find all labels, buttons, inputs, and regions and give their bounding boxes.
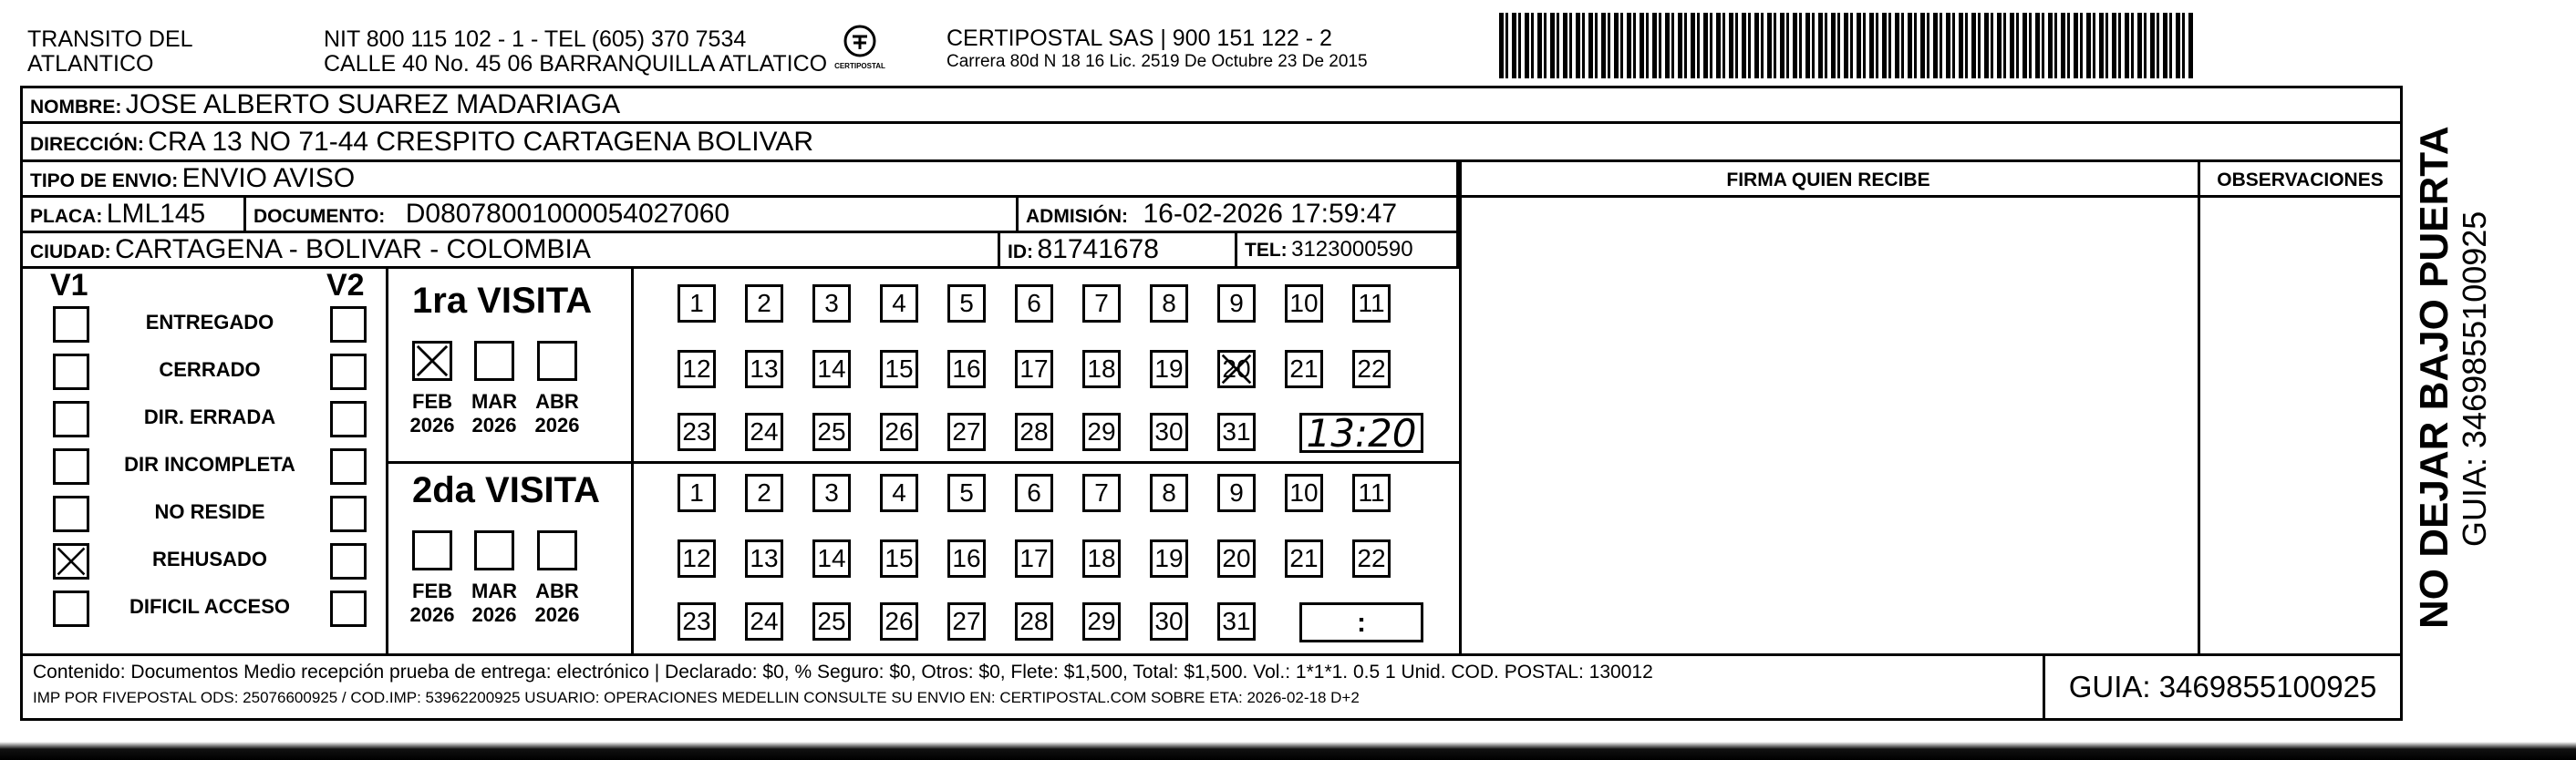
day-box[interactable]: 11 — [1352, 284, 1391, 323]
month-year: 2026 — [534, 603, 580, 626]
day-box[interactable]: 27 — [947, 413, 986, 451]
month-label — [462, 580, 526, 627]
month-name: MAR — [471, 390, 518, 413]
org-name — [27, 27, 193, 77]
status-label: REHUSADO — [152, 548, 267, 570]
v1-checkbox[interactable] — [53, 591, 89, 627]
day-box[interactable]: 5 — [947, 284, 986, 323]
day-box[interactable]: 7 — [1082, 284, 1121, 323]
no-dejar-warning: NO DEJAR BAJO PUERTA — [2412, 126, 2457, 629]
month-label — [400, 390, 464, 437]
day-box[interactable]: 18 — [1082, 539, 1121, 578]
day-box[interactable]: 23 — [678, 413, 716, 451]
v1-checkbox[interactable] — [53, 354, 89, 390]
day-box[interactable]: 6 — [1015, 474, 1053, 512]
documento-cell — [246, 198, 1019, 231]
month-name: ABR — [535, 390, 579, 413]
day-box[interactable]: 26 — [880, 602, 918, 641]
day-box[interactable]: 19 — [1150, 539, 1188, 578]
certipostal-logo — [828, 24, 892, 77]
admision-value: 16-02-2026 17:59:47 — [1143, 199, 1398, 229]
day-box[interactable]: 26 — [880, 413, 918, 451]
org-line1: TRANSITO DEL — [27, 26, 193, 52]
status-label: NO RESIDE — [154, 500, 265, 523]
day-box[interactable]: 8 — [1150, 284, 1188, 323]
day-box[interactable]: 29 — [1082, 602, 1121, 641]
month-name: MAR — [471, 580, 518, 602]
day-box[interactable]: 20 — [1217, 350, 1256, 388]
direccion-row — [23, 124, 2400, 159]
day-box[interactable]: 14 — [812, 539, 851, 578]
v2-checkbox[interactable] — [330, 401, 367, 437]
nombre-value: JOSE ALBERTO SUAREZ MADARIAGA — [125, 89, 621, 119]
imp-text: IMP POR FIVEPOSTAL ODS: 25076600925 / COD.IMP: 53962200925 USUARIO: OPERACIONES MEDELLIN CONSULTE SU ENVIO EN: CERTIPOSTAL.COM SOBRE ETA: 2026-02-18 D+2 — [33, 689, 1360, 706]
day-box[interactable]: 12 — [678, 350, 716, 388]
status-label: DIFICIL ACCESO — [129, 595, 290, 618]
day-box[interactable]: 6 — [1015, 284, 1053, 323]
month-checkbox[interactable] — [474, 341, 514, 381]
day-box[interactable]: 3 — [812, 284, 851, 323]
month-year: 2026 — [409, 603, 455, 626]
v2-checkbox[interactable] — [330, 306, 367, 343]
day-box[interactable]: 27 — [947, 602, 986, 641]
v1-checkbox[interactable] — [53, 448, 89, 485]
direccion-label: DIRECCIÓN: — [30, 134, 144, 155]
day-box[interactable]: 30 — [1150, 602, 1188, 641]
day-box[interactable]: 29 — [1082, 413, 1121, 451]
nombre-label: NOMBRE: — [30, 97, 122, 118]
documento-value: D08078001000054027060 — [405, 199, 730, 229]
day-box[interactable]: 14 — [812, 350, 851, 388]
day-box[interactable]: 13 — [745, 539, 783, 578]
day-box[interactable]: 9 — [1217, 284, 1256, 323]
ciudad-label: CIUDAD: — [30, 241, 111, 262]
day-box[interactable]: 16 — [947, 539, 986, 578]
day-box[interactable]: 1 — [678, 284, 716, 323]
id-label: ID: — [1008, 241, 1033, 262]
day-box[interactable]: 4 — [880, 474, 918, 512]
carrier-name: CERTIPOSTAL SAS | 900 151 122 - 2 — [947, 26, 1332, 51]
logo-text: CERTIPOSTAL — [834, 62, 885, 70]
day-box[interactable]: 2 — [745, 284, 783, 323]
side-guia: GUIA: 3469855100925 — [2456, 211, 2493, 547]
month-checkbox[interactable] — [412, 341, 452, 381]
day-box[interactable]: 31 — [1217, 413, 1256, 451]
day-box[interactable]: 2 — [745, 474, 783, 512]
day-box[interactable]: 31 — [1217, 602, 1256, 641]
v1-checkbox[interactable] — [53, 543, 89, 580]
month-label — [400, 580, 464, 627]
tipo-label: TIPO DE ENVIO: — [30, 170, 179, 191]
day-box[interactable]: 1 — [678, 474, 716, 512]
tipo-row — [23, 162, 1459, 195]
direccion-value: CRA 13 NO 71-44 CRESPITO CARTAGENA BOLIVAR — [148, 127, 813, 157]
firma-header: FIRMA QUIEN RECIBE — [1726, 169, 1930, 190]
day-box[interactable]: 28 — [1015, 602, 1053, 641]
day-box[interactable]: 20 — [1217, 539, 1256, 578]
status-label: CERRADO — [159, 358, 261, 381]
day-box[interactable]: 19 — [1150, 350, 1188, 388]
day-box[interactable]: 25 — [812, 602, 851, 641]
admision-label: ADMISIÓN: — [1026, 206, 1128, 227]
day-box[interactable]: 8 — [1150, 474, 1188, 512]
day-box[interactable]: 11 — [1352, 474, 1391, 512]
day-box[interactable]: 22 — [1352, 350, 1391, 388]
v1-label: V1 — [50, 268, 88, 303]
month-label — [525, 390, 589, 437]
observaciones-header: OBSERVACIONES — [2217, 169, 2384, 190]
id-value: 81741678 — [1037, 234, 1159, 264]
documento-label: DOCUMENTO: — [253, 206, 386, 227]
v1-checkbox[interactable] — [53, 306, 89, 343]
scan-edge — [0, 742, 2576, 760]
day-box[interactable]: 10 — [1285, 474, 1323, 512]
side-text — [2412, 118, 2493, 629]
day-box[interactable]: 17 — [1015, 539, 1053, 578]
month-year: 2026 — [409, 414, 455, 436]
carrier-license: Carrera 80d N 18 16 Lic. 2519 De Octubre 23 De 2015 — [947, 52, 1368, 71]
tel-label: TEL: — [1245, 240, 1288, 261]
day-box[interactable]: 5 — [947, 474, 986, 512]
org-contact — [324, 27, 827, 77]
month-name: FEB — [412, 580, 452, 602]
address-line: CALLE 40 No. 45 06 BARRANQUILLA ATLATICO — [324, 51, 828, 77]
footer-guia: GUIA: 3469855100925 — [2068, 670, 2377, 704]
day-box[interactable]: 7 — [1082, 474, 1121, 512]
day-box[interactable]: 28 — [1015, 413, 1053, 451]
day-box[interactable]: 3 — [812, 474, 851, 512]
v2-checkbox[interactable] — [330, 496, 367, 532]
month-checkbox[interactable] — [537, 341, 577, 381]
month-year: 2026 — [471, 414, 517, 436]
v2-checkbox[interactable] — [330, 448, 367, 485]
v2-checkbox[interactable] — [330, 543, 367, 580]
day-box[interactable]: 22 — [1352, 539, 1391, 578]
month-checkbox[interactable] — [412, 530, 452, 570]
day-box[interactable]: 9 — [1217, 474, 1256, 512]
day-box[interactable]: 18 — [1082, 350, 1121, 388]
day-box[interactable]: 21 — [1285, 350, 1323, 388]
tipo-value: ENVIO AVISO — [181, 163, 356, 193]
day-box[interactable]: 4 — [880, 284, 918, 323]
time-field[interactable]: : — [1299, 602, 1423, 642]
v2-label: V2 — [326, 268, 365, 303]
placa-value: LML145 — [106, 199, 206, 229]
time-field[interactable]: 13:20 — [1299, 413, 1423, 453]
day-box[interactable]: 15 — [880, 350, 918, 388]
nombre-row — [23, 88, 2400, 121]
day-box[interactable]: 23 — [678, 602, 716, 641]
status-label: DIR. ERRADA — [143, 406, 276, 428]
month-name: ABR — [535, 580, 579, 602]
visit-title: 1ra VISITA — [412, 281, 593, 321]
v2-checkbox[interactable] — [330, 354, 367, 390]
id-cell — [1000, 233, 1237, 266]
ciudad-value: CARTAGENA - BOLIVAR - COLOMBIA — [115, 234, 591, 264]
month-name: FEB — [412, 390, 452, 413]
month-label — [462, 390, 526, 437]
day-box[interactable]: 12 — [678, 539, 716, 578]
v1-checkbox[interactable] — [53, 401, 89, 437]
tel-cell — [1237, 233, 1459, 266]
carrier-info — [947, 26, 1368, 73]
contenido-text: Contenido: Documentos Medio recepción prueba de entrega: electrónico | Declarado: $0, % Seguro: $0, Otros: $0, Flete: $1,500, Total: $1,500. Vol.: 1*1*1. 0.5 1 Unid. COD. POSTAL: 130012 — [33, 662, 1653, 683]
v2-checkbox[interactable] — [330, 591, 367, 627]
day-box[interactable]: 16 — [947, 350, 986, 388]
day-box[interactable]: 25 — [812, 413, 851, 451]
placa-cell — [23, 198, 246, 231]
month-year: 2026 — [534, 414, 580, 436]
day-box[interactable]: 24 — [745, 413, 783, 451]
visit-title: 2da VISITA — [412, 470, 600, 510]
day-box[interactable]: 30 — [1150, 413, 1188, 451]
day-box[interactable]: 17 — [1015, 350, 1053, 388]
admision-cell — [1019, 198, 1459, 231]
nit-line: NIT 800 115 102 - 1 - TEL (605) 370 7534 — [324, 26, 747, 52]
status-label: DIR INCOMPLETA — [124, 453, 295, 476]
org-line2: ATLANTICO — [27, 51, 154, 77]
v1-checkbox[interactable] — [53, 496, 89, 532]
day-box[interactable]: 15 — [880, 539, 918, 578]
month-label — [525, 580, 589, 627]
month-checkbox[interactable] — [537, 530, 577, 570]
placa-label: PLACA: — [30, 206, 103, 227]
barcode — [1495, 13, 2198, 78]
month-checkbox[interactable] — [474, 530, 514, 570]
ciudad-cell — [23, 233, 1000, 266]
day-box[interactable]: 13 — [745, 350, 783, 388]
day-box[interactable]: 21 — [1285, 539, 1323, 578]
day-box[interactable]: 24 — [745, 602, 783, 641]
status-label: ENTREGADO — [145, 311, 274, 334]
month-year: 2026 — [471, 603, 517, 626]
day-box[interactable]: 10 — [1285, 284, 1323, 323]
tel-value: 3123000590 — [1291, 237, 1413, 262]
